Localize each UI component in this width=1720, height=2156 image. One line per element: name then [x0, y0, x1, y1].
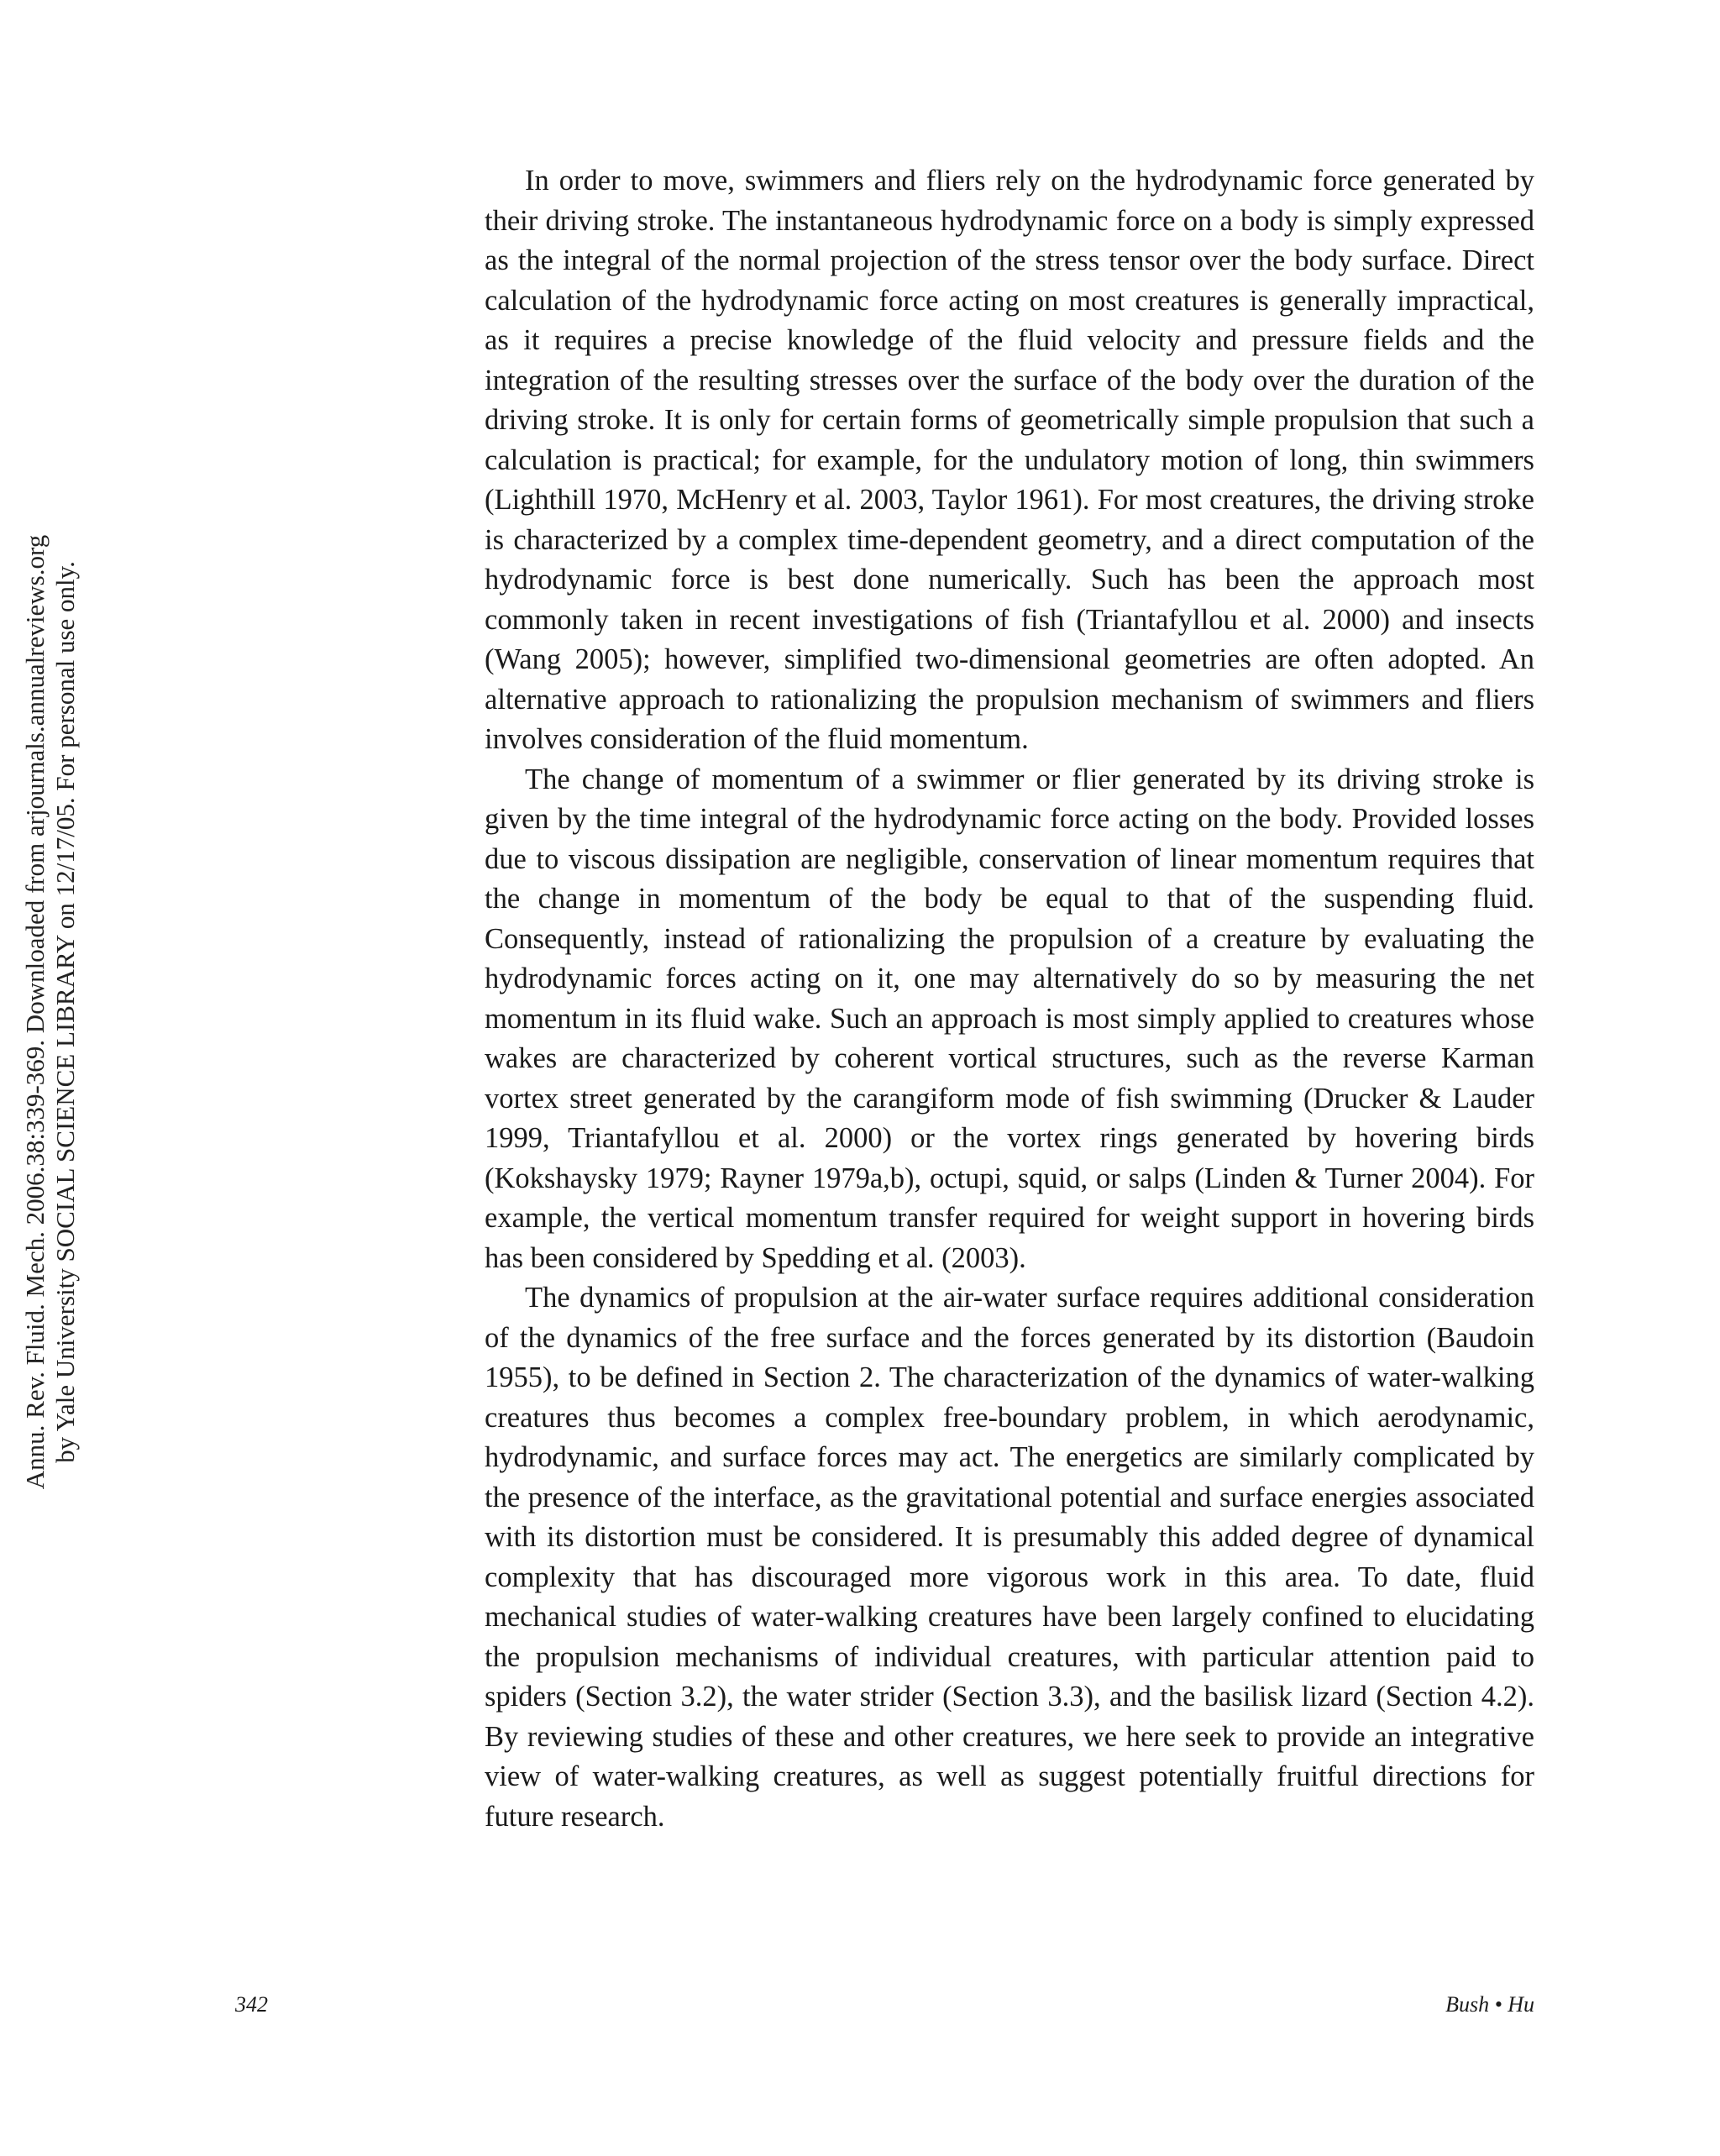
download-notice-line-1: Annu. Rev. Fluid. Mech. 2006.38:339-369. Downloaded from arjournals.annualreviews.org: [20, 534, 50, 1490]
paragraph-2: The change of momentum of a swimmer or flier generated by its driving stroke is given by the time integral of the hydrodynamic force acting on the body. Provided losses due to viscous dissipation are negligible, conservation of linear momentum requires that the change in momentum of the body be equal to that of the suspending fluid. Consequently, instead of rationalizing the propulsion of a creature by evaluating the hydrodynamic forces acting on it, one may alternatively do so by measuring the net momentum in its fluid wake. Such an approach is most simply applied to creatures whose wakes are characterized by coherent vortical structures, such as the reverse Karman vortex street generated by the carangiform mode of fish swimming (Drucker & Lauder 1999, Triantafyllou et al. 2000) or the vortex rings generated by hovering birds (Kokshaysky 1979; Rayner 1979a,b), octupi, squid, or salps (Linden & Turner 2004). For example, the vertical momentum transfer required for weight support in hovering birds has been considered by Spedding et al. (2003).: [485, 763, 1534, 1274]
running-head-authors: Bush • Hu: [1445, 1992, 1534, 2017]
page-number: 342: [235, 1992, 268, 2017]
download-notice: [0, 0, 101, 2156]
paragraph-3: The dynamics of propulsion at the air-water surface requires additional consideration of the dynamics of the free surface and the forces generated by its distortion (Baudoin 1955), to be defined in Section 2. The characterization of the dynamics of water-walking creatures thus becomes a complex free-boundary problem, in which aerodynamic, hydrodynamic, and surface forces may act. The energetics are similarly complicated by the presence of the interface, as the gravitational potential and surface energies associated with its distortion must be considered. It is presumably this added degree of dynamical complexity that has discouraged more vigorous work in this area. To date, fluid mechanical studies of water-walking creatures have been largely confined to elucidating the propulsion mechanisms of individual creatures, with particular attention paid to spiders (Section 3.2), the water strider (Section 3.3), and the basilisk lizard (Section 4.2). By reviewing studies of these and other creatures, we here seek to provide an integrative view of water-walking creatures, as well as suggest potentially fruitful directions for future research.: [485, 1282, 1534, 1833]
page-footer: [235, 1992, 1534, 2029]
paragraph-1: In order to move, swimmers and fliers rely on the hydrodynamic force generated by their driving stroke. The instantaneous hydrodynamic force on a body is simply expressed as the integral of the normal projection of the stress tensor over the body surface. Direct calculation of the hydrodynamic force acting on most creatures is generally impractical, as it requires a precise knowledge of the fluid velocity and pressure fields and the integration of the resulting stresses over the surface of the body over the duration of the driving stroke. It is only for certain forms of geometrically simple propulsion that such a calculation is practical; for example, for the undulatory motion of long, thin swimmers (Lighthill 1970, McHenry et al. 2003, Taylor 1961). For most creatures, the driving stroke is characterized by a complex time-dependent geometry, and a direct computation of the hydrodynamic force is best done numerically. Such has been the approach most commonly taken in recent investigations of fish (Triantafyllou et al. 2000) and insects (Wang 2005); however, simplified two-dimensional geometries are often adopted. An alternative approach to rationalizing the propulsion mechanism of swimmers and fliers involves consideration of the fluid momentum.: [485, 165, 1534, 755]
download-notice-text: [20, 298, 81, 1726]
article-body: [485, 161, 1534, 1837]
download-notice-line-2: by Yale University SOCIAL SCIENCE LIBRARY on 12/17/05. For personal use only.: [50, 561, 80, 1463]
